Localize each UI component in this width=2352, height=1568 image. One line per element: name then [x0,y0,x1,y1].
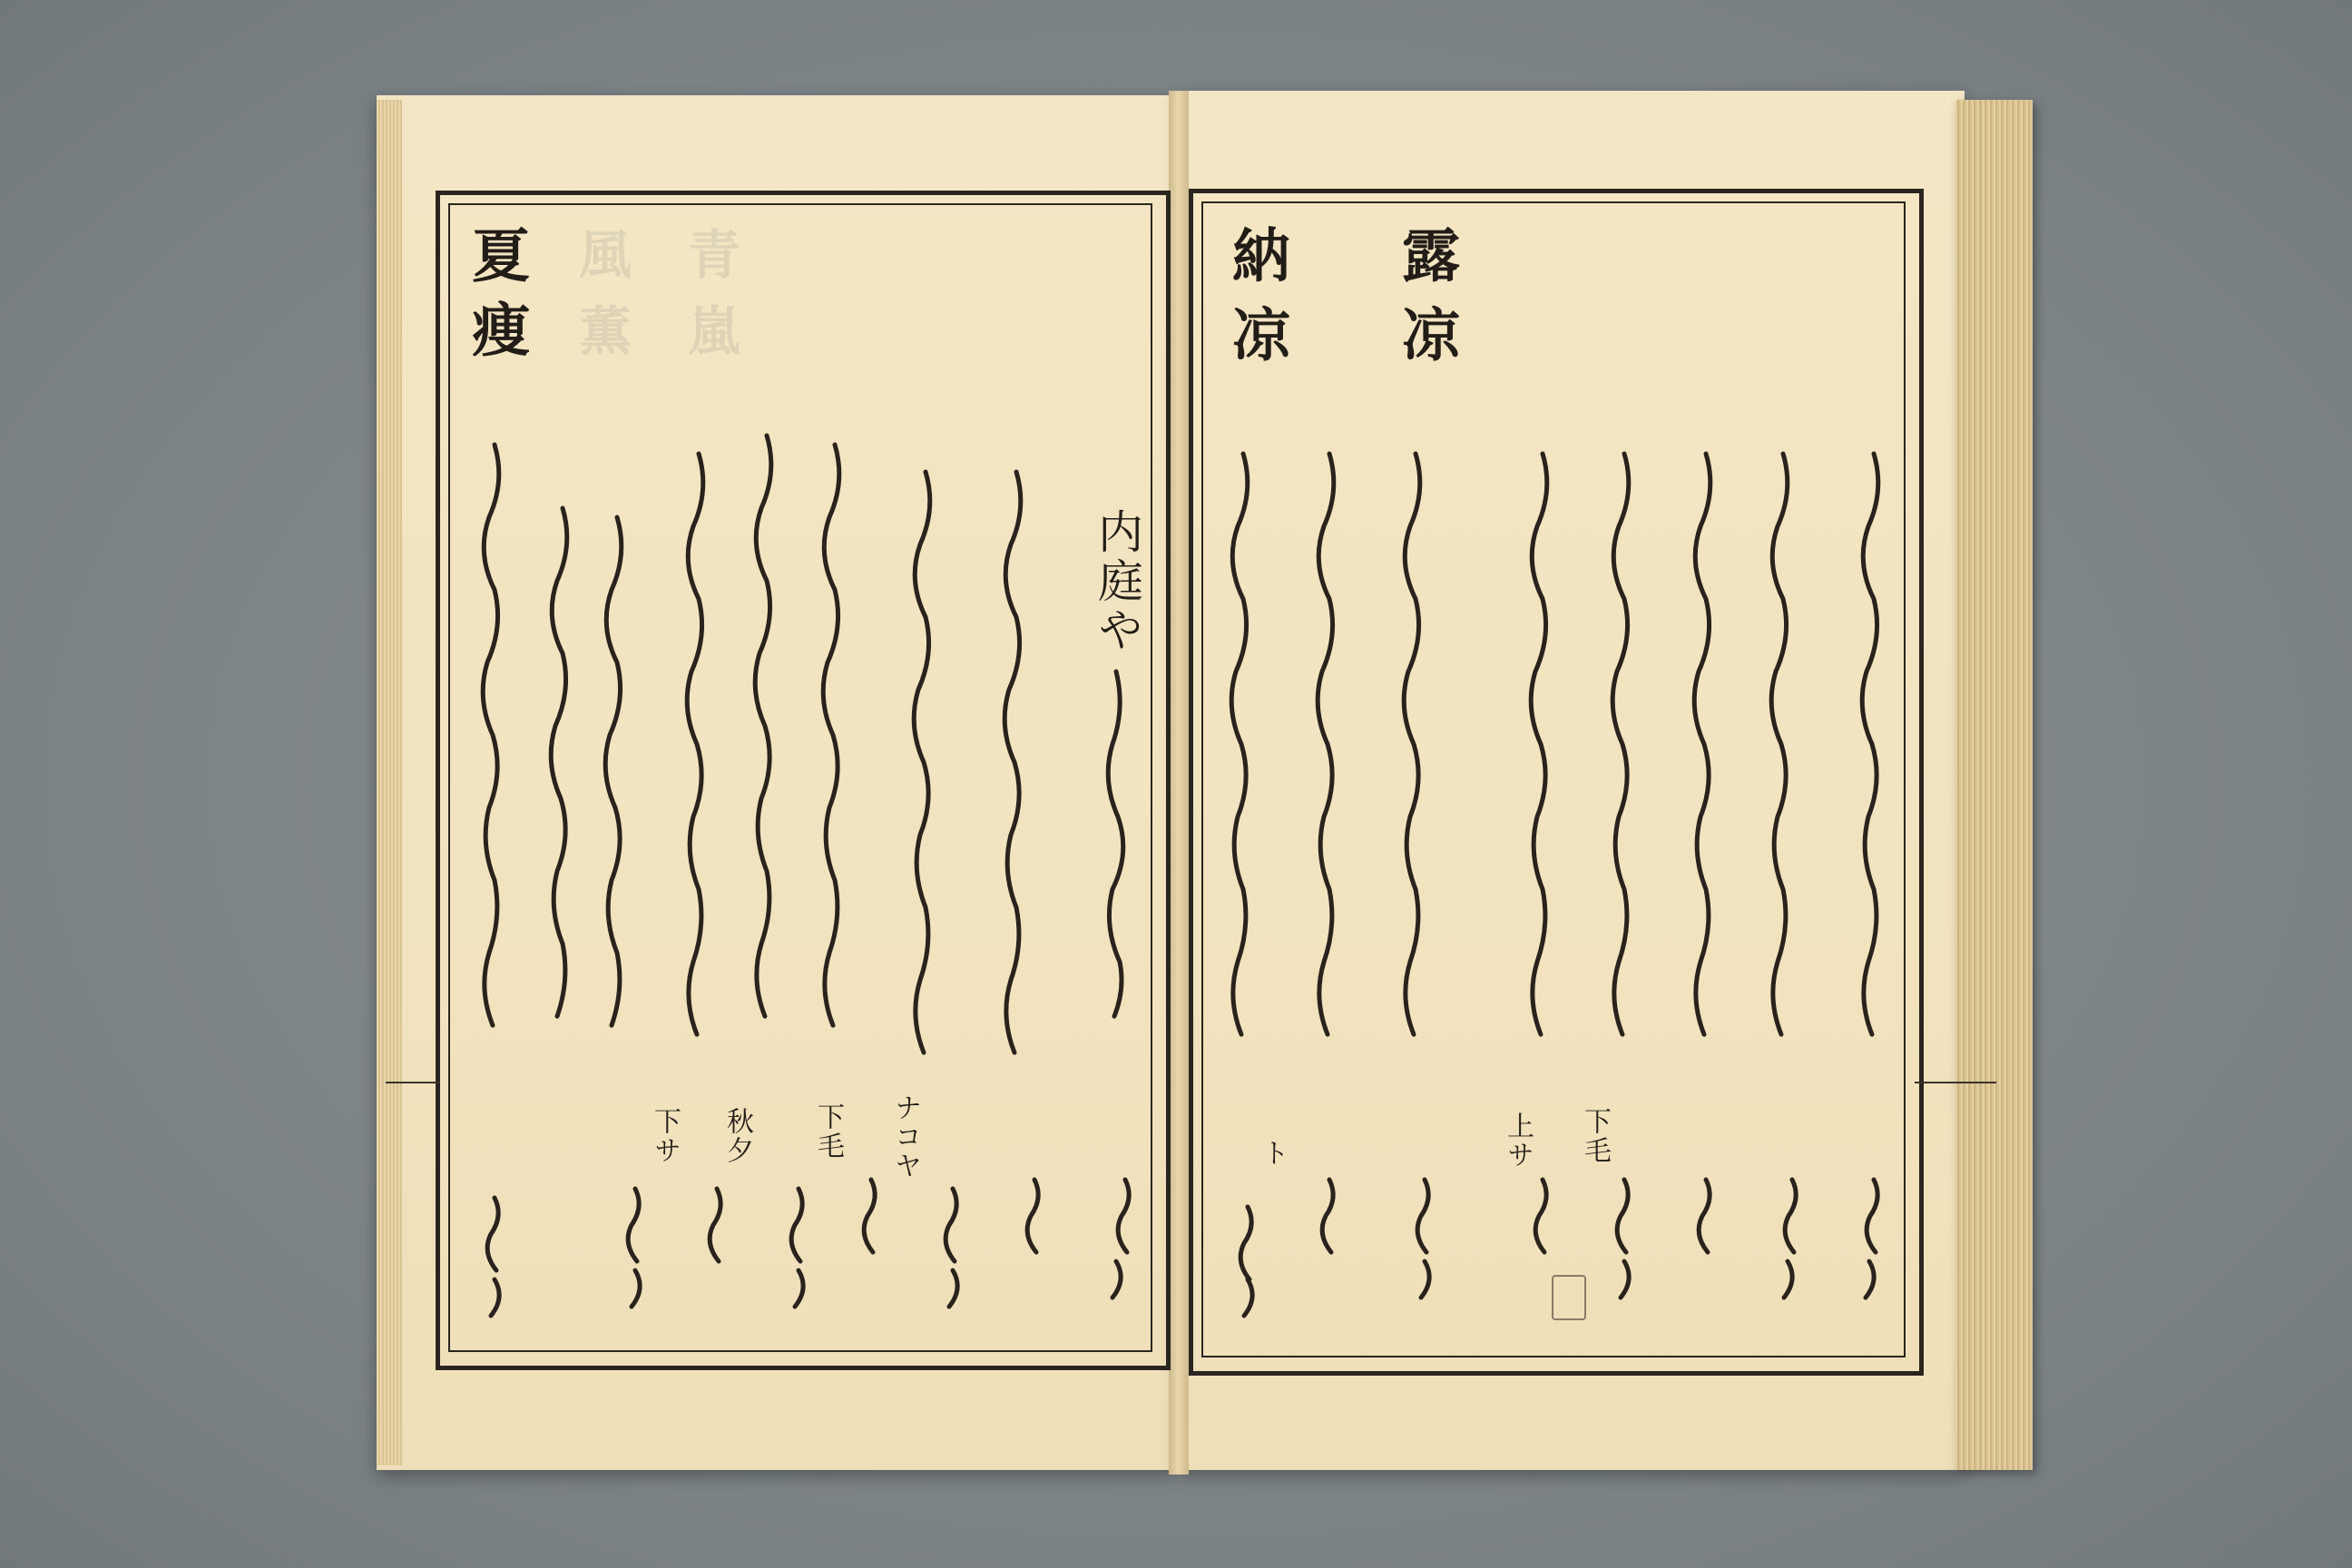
author-mark: 下毛 [1579,1107,1611,1165]
author-mark: 下毛 [812,1102,844,1161]
author-mark: ト [1257,1139,1289,1168]
right-heading-3: 納 [1222,225,1290,296]
seal-stamp [1552,1275,1586,1320]
left-heading-1: 夏 [462,225,530,296]
bleed-through-text: 青嵐 [679,227,740,379]
right-heading-4: 凉 [1222,304,1290,375]
right-heading-1: 露 [1392,225,1460,296]
author-mark: 下サ [649,1107,681,1165]
author-mark: 秋夕 [721,1107,753,1165]
left-heading-2: 痩 [462,299,530,370]
bleed-through-text: 風薫 [570,227,632,379]
verse-column: 内庭や [1091,508,1143,655]
author-mark: 上サ [1502,1112,1534,1170]
right-heading-2: 凉 [1392,304,1460,375]
author-mark: ナコヤ [889,1093,921,1181]
